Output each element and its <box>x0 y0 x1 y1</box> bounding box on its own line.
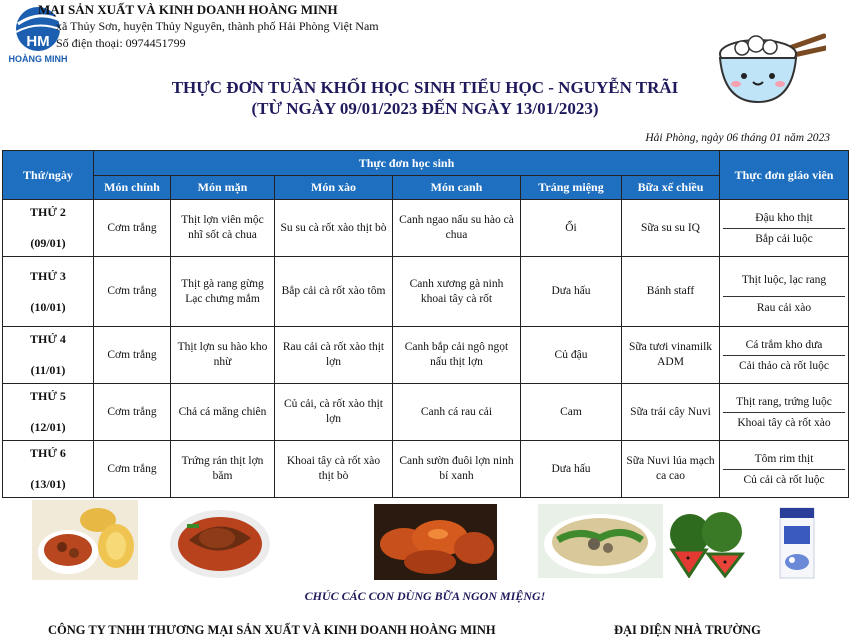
main-dish-cell: Cơm trắng <box>94 384 171 441</box>
teacher-menu-cell <box>720 257 849 327</box>
menu-title: THỰC ĐƠN TUẦN KHỐI HỌC SINH TIỂU HỌC - NGUYỄN TRÃI <box>171 78 679 97</box>
day-date: (12/01) <box>30 420 66 434</box>
teacher-dish: Củ cải cà rốt luộc <box>743 473 825 486</box>
day-name: THỨ 6 <box>30 446 66 460</box>
header-afternoon-snack: Bữa xế chiều <box>622 176 720 200</box>
snack-cell: Bánh staff <box>622 257 720 327</box>
footer-company: CÔNG TY TNHH THƯƠNG MẠI SẢN XUẤT VÀ KINH DOANH HOÀNG MINH <box>48 623 496 637</box>
table-row <box>3 441 849 498</box>
soup-cell: Canh cá rau cải <box>393 384 521 441</box>
stir-fry-cell: Khoai tây cà rốt xào thịt bò <box>275 441 393 498</box>
watermelon-photo-icon <box>668 508 746 578</box>
logo-caption: HOÀNG MINH <box>8 54 68 64</box>
day-name: THỨ 5 <box>30 389 66 403</box>
day-cell <box>3 441 94 498</box>
table-row <box>3 200 849 257</box>
issue-date: Hải Phòng, ngày 06 tháng 01 năm 2023 <box>645 132 830 144</box>
day-date: (11/01) <box>30 363 66 377</box>
header-main-dish: Món chính <box>94 176 171 200</box>
main-dish-cell: Cơm trắng <box>94 257 171 327</box>
day-cell <box>3 327 94 384</box>
header-teacher-menu: Thực đơn giáo viên <box>720 151 849 200</box>
teacher-dish: Thịt luộc, lạc rang <box>723 265 845 297</box>
fried-chicken-photo-icon <box>374 504 497 580</box>
table-row <box>3 327 849 384</box>
day-name: THỨ 2 <box>30 205 66 219</box>
header-savory-dish: Món mặn <box>171 176 275 200</box>
teacher-menu-cell <box>720 441 849 498</box>
meal-wish: CHÚC CÁC CON DÙNG BỮA NGON MIỆNG! <box>304 589 546 603</box>
header-stir-fry: Món xào <box>275 176 393 200</box>
company-address: xã Thủy Sơn, huyện Thủy Nguyên, thành phố Hải Phòng Việt Nam <box>56 19 379 33</box>
day-date: (10/01) <box>30 299 66 314</box>
day-name: THỨ 4 <box>30 332 66 346</box>
dessert-cell: Dưa hấu <box>521 257 622 327</box>
footer-school-rep: ĐẠI DIỆN NHÀ TRƯỜNG <box>614 623 761 637</box>
teacher-menu-cell <box>720 384 849 441</box>
teacher-dish: Bắp cải luộc <box>755 232 813 245</box>
snack-cell: Sữa su su IQ <box>622 200 720 257</box>
day-date: (13/01) <box>30 477 66 491</box>
savory-dish-cell: Thịt lợn su hào kho nhừ <box>171 327 275 384</box>
dessert-cell: Dưa hấu <box>521 441 622 498</box>
day-cell <box>3 200 94 257</box>
menu-date-range: (TỪ NGÀY 09/01/2023 ĐẾN NGÀY 13/01/2023) <box>251 99 599 118</box>
savory-dish-cell: Thịt lợn viên mộc nhĩ sốt cà chua <box>171 200 275 257</box>
company-name: MẠI SẢN XUẤT VÀ KINH DOANH HOÀNG MINH <box>38 2 338 17</box>
day-name: THỨ 3 <box>30 268 66 283</box>
soup-cell: Canh xương gà ninh khoai tây cà rốt <box>393 257 521 327</box>
header-soup: Món canh <box>393 176 521 200</box>
dessert-cell: Cam <box>521 384 622 441</box>
teacher-menu-cell <box>720 200 849 257</box>
soup-cell: Canh ngao nấu su hào cà chua <box>393 200 521 257</box>
soup-cell: Canh sườn đuôi lợn ninh bí xanh <box>393 441 521 498</box>
snack-cell: Sữa trái cây Nuvi <box>622 384 720 441</box>
menu-table <box>2 150 849 498</box>
teacher-menu-cell <box>720 327 849 384</box>
header-day: Thứ/ngày <box>3 151 94 200</box>
milk-carton-photo-icon <box>778 504 816 580</box>
stir-fry-cell: Su su cà rốt xào thịt bò <box>275 200 393 257</box>
header-dessert: Tráng miệng <box>521 176 622 200</box>
day-cell <box>3 384 94 441</box>
day-date: (09/01) <box>30 236 66 250</box>
soup-cell: Canh bắp cải ngô ngọt nấu thịt lợn <box>393 327 521 384</box>
main-dish-cell: Cơm trắng <box>94 200 171 257</box>
header-student-menu: Thực đơn học sinh <box>94 151 720 176</box>
main-dish-cell: Cơm trắng <box>94 441 171 498</box>
snack-cell: Sữa Nuvi lúa mạch ca cao <box>622 441 720 498</box>
stir-fry-cell: Bắp cải cà rốt xào tôm <box>275 257 393 327</box>
main-dish-cell: Cơm trắng <box>94 327 171 384</box>
company-phone: Số điện thoại: 0974451799 <box>56 36 186 50</box>
teacher-dish: Cá trắm kho dưa <box>723 335 845 356</box>
savory-dish-cell: Thịt gà rang gừng Lạc chưng mắm <box>171 257 275 327</box>
logo-text: HM <box>26 33 50 50</box>
savory-dish-cell: Chả cá măng chiên <box>171 384 275 441</box>
table-row <box>3 384 849 441</box>
snack-cell: Sữa tươi vinamilk ADM <box>622 327 720 384</box>
savory-dish-cell: Trứng rán thịt lợn băm <box>171 441 275 498</box>
teacher-dish: Tôm rim thịt <box>723 449 845 470</box>
noodle-soup-photo-icon <box>538 504 663 578</box>
teacher-dish: Cải thảo cà rốt luộc <box>738 359 830 372</box>
dessert-cell: Ổi <box>521 200 622 257</box>
stew-with-bread-photo-icon <box>32 500 138 580</box>
braised-fish-photo-icon <box>167 500 274 582</box>
teacher-dish: Rau cải xào <box>756 302 812 314</box>
teacher-dish: Đậu kho thịt <box>723 208 845 229</box>
stir-fry-cell: Rau cải cà rốt xào thịt lợn <box>275 327 393 384</box>
teacher-dish: Khoai tây cà rốt xào <box>737 416 831 429</box>
food-photos <box>0 498 864 584</box>
dessert-cell: Củ đậu <box>521 327 622 384</box>
table-row <box>3 257 849 327</box>
teacher-dish: Thịt rang, trứng luộc <box>723 392 845 413</box>
stir-fry-cell: Củ cải, cà rốt xào thịt lợn <box>275 384 393 441</box>
day-cell <box>3 257 94 327</box>
